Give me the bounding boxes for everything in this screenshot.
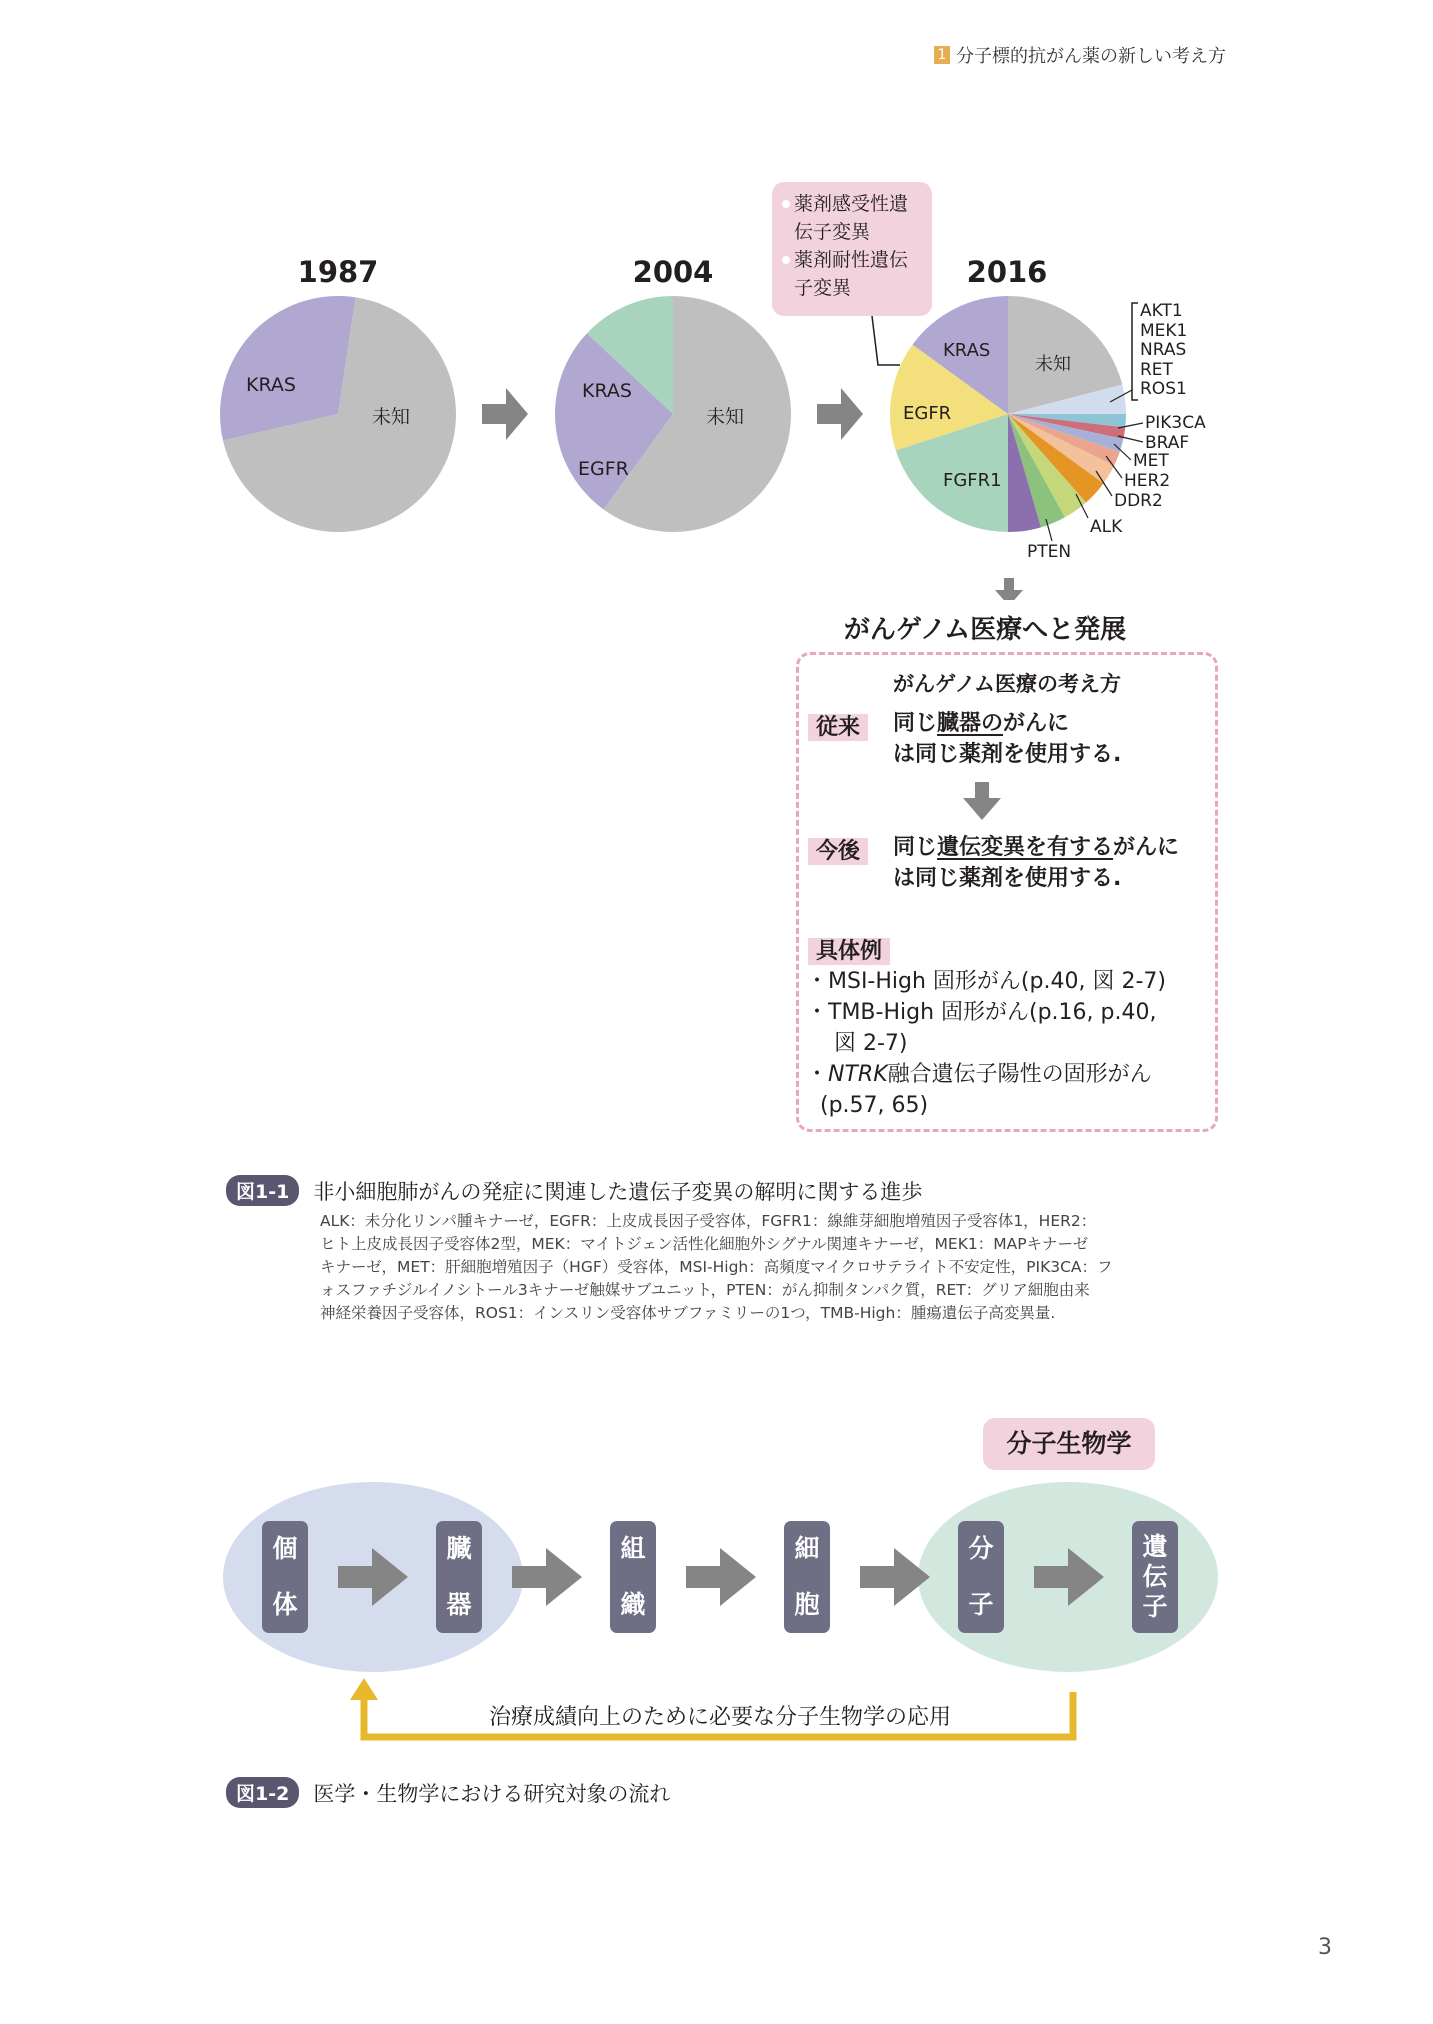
box-title: がんゲノム医療の考え方 <box>892 672 1122 696</box>
gene-label-pten: PTEN <box>1027 542 1072 562</box>
gene-label: AKT1 <box>1140 301 1183 321</box>
example-item: ・MSI-High 固形がん(p.40, 図 2-7) <box>806 969 1166 994</box>
italic-gene: NTRK <box>828 1062 888 1087</box>
chapter-number: 1 <box>934 46 950 64</box>
gene-label-met: MET <box>1133 451 1169 471</box>
abbreviations <box>320 1210 1220 1325</box>
chapter-title: 分子標的抗がん薬の新しい考え方 <box>956 46 1226 67</box>
examples-tag: 具体例 <box>808 938 890 965</box>
char: 体 <box>272 1590 298 1619</box>
level-organ <box>436 1521 482 1633</box>
pie2016-unknown-label: 未知 <box>1035 354 1071 375</box>
char: 子 <box>968 1590 994 1619</box>
label-bracket <box>1132 303 1138 400</box>
text-part: 同じ <box>893 835 938 860</box>
char: 臓 <box>446 1534 472 1563</box>
before-tag: 従来 <box>808 714 868 741</box>
callout-item: 薬剤耐性遺伝子変異 <box>794 249 909 299</box>
level-molecule <box>958 1521 1004 1633</box>
example-item-cont: (p.57, 65) <box>820 1093 929 1118</box>
callout-leader <box>872 316 900 365</box>
arrow-right-icon <box>482 388 528 440</box>
pie1987-unknown-label: 未知 <box>372 406 411 428</box>
figure-title: 医学・生物学における研究対象の流れ <box>313 1781 671 1806</box>
year-2016: 2016 <box>966 255 1048 289</box>
figure-badge: 図1-1 <box>226 1175 299 1206</box>
char: 細 <box>794 1534 820 1563</box>
arrow-right-icon <box>686 1548 756 1606</box>
example-item: ・NTRK融合遺伝子陽性の固形がん <box>806 1062 1152 1087</box>
gene-label: ROS1 <box>1140 379 1187 399</box>
char: 胞 <box>794 1590 820 1619</box>
figure-title: 非小細胞肺がんの発症に関連した遺伝子変異の解明に関する進歩 <box>313 1179 923 1204</box>
arrow-down-icon <box>995 578 1023 600</box>
char: 個 <box>272 1534 298 1563</box>
text-part: 融合遺伝子陽性の固形がん <box>887 1062 1152 1087</box>
abbrev-line: 神経栄養因子受容体，ROS1：インスリン受容体サブファミリーの1つ，TMB-High：腫瘍遺伝子高変異量. <box>320 1304 1056 1322</box>
char: 織 <box>620 1590 646 1619</box>
before-text <box>893 708 1121 770</box>
examples-list <box>806 966 1166 1121</box>
abbrev-line: キナーゼ，MET：肝細胞増殖因子（HGF）受容体，MSI-High：高頻度マイクロサテライト不安定性，PIK3CA：フ <box>320 1258 1113 1276</box>
level-organism <box>262 1521 308 1633</box>
after-text <box>893 832 1179 894</box>
arrow-down-icon <box>962 782 1002 822</box>
example-item-cont: 図 2-7) <box>834 1031 908 1056</box>
callout-item: 薬剤感受性遺伝子変異 <box>794 193 909 243</box>
abbrev-line: ALK：未分化リンパ腫キナーゼ，EGFR：上皮成長因子受容体，FGFR1：線維芽細胞増殖因子受容体1，HER2： <box>320 1212 1097 1230</box>
pie2016-fgfr1-label: FGFR1 <box>943 470 1002 491</box>
arrow-right-icon <box>512 1548 582 1606</box>
after-section <box>808 834 868 865</box>
examples-section <box>808 934 890 965</box>
char: 器 <box>446 1590 472 1619</box>
pie2004-egfr-label: EGFR <box>578 458 629 480</box>
arrow-right-icon <box>817 388 863 440</box>
pie2004-unknown-label: 未知 <box>706 406 745 428</box>
application-text: 治療成績向上のために必要な分子生物学の応用 <box>488 1705 951 1730</box>
before-section <box>808 710 868 741</box>
arrow-up-icon <box>350 1678 378 1700</box>
pie-charts <box>0 0 1433 600</box>
level-cell <box>784 1521 830 1633</box>
figure-caption-2 <box>226 1777 670 1808</box>
gene-label-alk: ALK <box>1090 517 1123 537</box>
text-part: がんに <box>1113 835 1180 860</box>
gene-label-her2: HER2 <box>1124 471 1171 491</box>
figure-badge: 図1-2 <box>226 1777 299 1808</box>
text-underlined: 遺伝変異を有する <box>937 835 1114 860</box>
figure-caption-1 <box>226 1175 922 1206</box>
gene-label-ddr2: DDR2 <box>1114 491 1163 511</box>
mutation-callout <box>772 182 932 316</box>
char: 組 <box>620 1534 646 1563</box>
example-item: ・TMB-High 固形がん(p.16, p.40, <box>806 1000 1157 1025</box>
text-underlined: 臓器の <box>937 711 1004 736</box>
after-tag: 今後 <box>808 838 868 865</box>
text-part: 同じ <box>893 711 938 736</box>
gene-label: RET <box>1140 359 1173 380</box>
year-2004: 2004 <box>632 255 714 289</box>
char: 分 <box>968 1534 994 1563</box>
pie2004-kras-label: KRAS <box>582 380 632 402</box>
text-part: がんに <box>1003 711 1070 736</box>
pie2016-egfr-label: EGFR <box>903 403 952 424</box>
molecular-biology-label: 分子生物学 <box>983 1418 1155 1470</box>
abbrev-line: ォスファチジルイノシトール3キナーゼ触媒サブユニット，PTEN：がん抑制タンパク質，RET：グリア細胞由来 <box>320 1281 1090 1299</box>
level-tissue <box>610 1521 656 1633</box>
gene-label: MEK1 <box>1140 320 1188 341</box>
pie2016-kras-label: KRAS <box>943 340 991 361</box>
abbrev-line: ヒト上皮成長因子受容体2型，MEK：マイトジェン活性化細胞外シグナル関連キナーゼ，MEK1：MAPキナーゼ <box>320 1235 1089 1253</box>
pie-1987 <box>220 296 456 532</box>
gene-label: NRAS <box>1140 340 1187 360</box>
year-1987: 1987 <box>297 255 379 289</box>
page-number: 3 <box>1318 1935 1332 1960</box>
char: 子 <box>1142 1592 1168 1621</box>
char: 遺 <box>1142 1532 1168 1561</box>
arrow-right-icon <box>860 1548 930 1606</box>
char: 伝 <box>1142 1562 1168 1591</box>
text-line: は同じ薬剤を使用する. <box>893 866 1122 891</box>
text-line: は同じ薬剤を使用する. <box>893 742 1122 767</box>
pie-2004 <box>555 296 791 532</box>
pie1987-kras-label: KRAS <box>246 374 296 396</box>
genome-medicine-title: がんゲノム医療へと発展 <box>843 615 1127 645</box>
gene-label-pik3ca: PIK3CA <box>1145 413 1206 433</box>
gene-list-labels <box>1140 302 1187 400</box>
gene-label-braf: BRAF <box>1145 433 1190 453</box>
level-gene <box>1132 1521 1178 1633</box>
